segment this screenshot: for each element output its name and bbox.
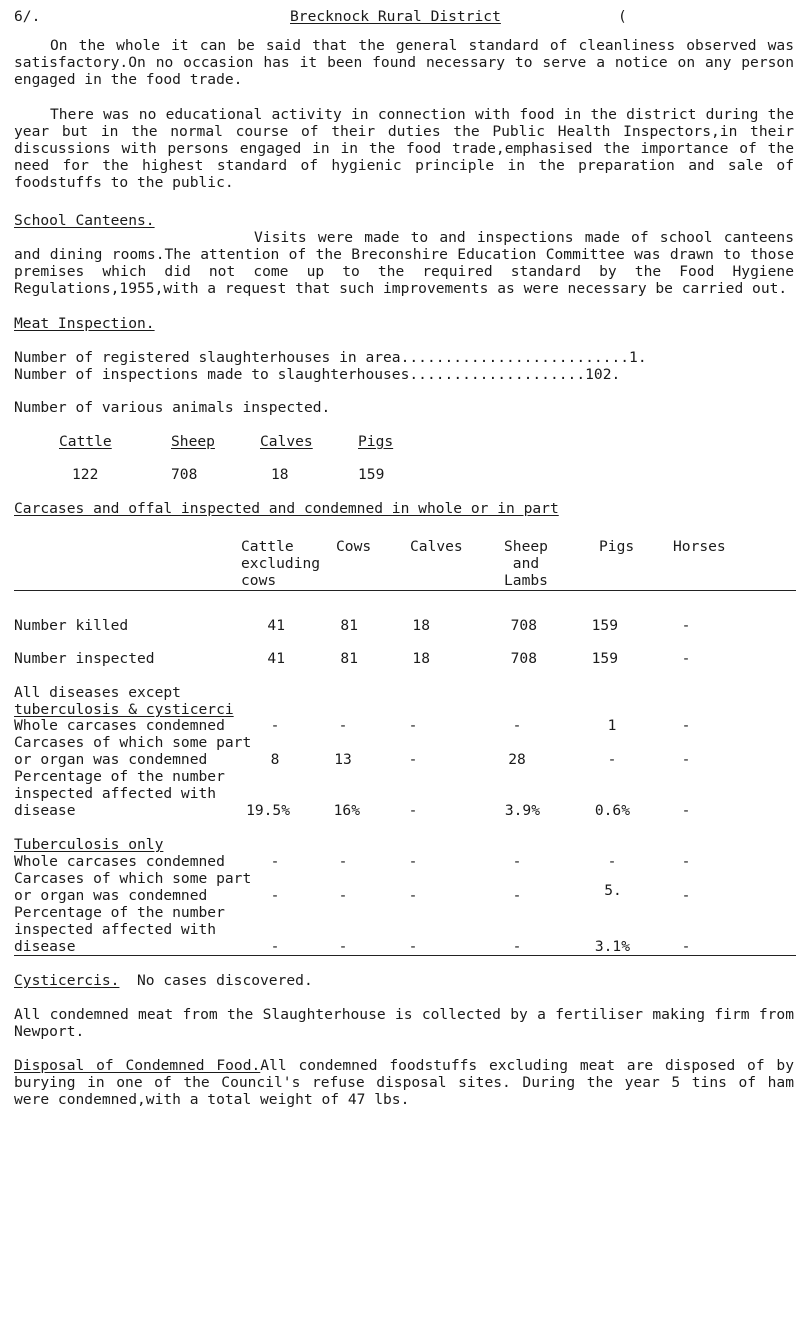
cell: 81 <box>340 617 358 634</box>
col-header-pigs: Pigs <box>599 538 635 555</box>
cell: 41 <box>267 650 285 667</box>
animals-inspected-label: Number of various animals inspected. <box>14 399 331 416</box>
cell: - <box>512 717 522 734</box>
cell: 8 <box>270 751 280 768</box>
cell: 159 <box>591 650 618 667</box>
cysticercis-text: No cases discovered. <box>137 972 313 989</box>
cell: - <box>338 853 348 870</box>
cell: 16% <box>333 802 360 819</box>
cell: - <box>338 938 348 955</box>
row-label-part-condemned: Carcases of which some part or organ was condemned <box>14 734 252 768</box>
table-header-rule <box>14 590 796 591</box>
intro-paragraph-2: There was no educational activity in connection with food in the district during the year but in the normal course of their duties the Public Health Inspectors,in their discussions with persons engaged in in the food trade,emphasised the importance of the need for the highest standard of hygienic principle in the preparation and sale of foodstuffs to the public. <box>14 106 794 191</box>
cell: - <box>681 802 691 819</box>
cell: - <box>270 853 280 870</box>
slaughterhouses-value: 1. <box>629 349 647 366</box>
col-header-horses: Horses <box>673 538 726 555</box>
cell: - <box>408 887 418 904</box>
school-canteens-text: Visits were made to and inspections made of school canteens and dining rooms.The attention of the Breconshire Education Committee was drawn to those premises which did not come up to the required standard by the Food Hygiene Regulations,1955,with a request that such improvements as were necessary be carried out. <box>14 229 794 297</box>
slaughterhouses-count-line <box>14 349 647 366</box>
disposal-heading: Disposal of Condemned Food. <box>14 1057 261 1074</box>
row-label-killed: Number killed <box>14 617 129 634</box>
cell: 0.6% <box>594 802 630 819</box>
cell: - <box>408 717 418 734</box>
cell: - <box>681 751 691 768</box>
animal-name-sheep: Sheep <box>171 433 215 450</box>
cell: 1 <box>607 717 617 734</box>
cell: - <box>681 887 691 904</box>
animal-name-pigs: Pigs <box>358 433 394 450</box>
page-title: Brecknock Rural District <box>290 8 501 25</box>
school-canteens-heading: School Canteens. <box>14 212 155 229</box>
disposal-paragraph <box>14 1057 794 1108</box>
cell: 708 <box>510 617 537 634</box>
fertiliser-paragraph: All condemned meat from the Slaughterhouse is collected by a fertiliser making firm from Newport. <box>14 1006 794 1040</box>
margin-mark: ( <box>618 8 627 25</box>
row-label-whole-condemned-tb: Whole carcases condemned <box>14 853 225 870</box>
cell: 18 <box>412 617 430 634</box>
cell: 41 <box>267 617 285 634</box>
disposal-text: All condemned foodstuffs excluding meat are disposed of by burying in one of the Council's refuse disposal sites. During the year 5 tins of ham were condemned,with a total weight of 47 lbs. <box>14 1057 794 1108</box>
col-header-cows: Cows <box>336 538 372 555</box>
cell: - <box>607 751 617 768</box>
cell: 13 <box>334 751 352 768</box>
cell: - <box>681 617 691 634</box>
cell: - <box>408 751 418 768</box>
row-label-whole-condemned: Whole carcases condemned <box>14 717 225 734</box>
section-tuberculosis: Tuberculosis only <box>14 836 164 853</box>
animal-count-sheep: 708 <box>171 466 198 483</box>
row-label-part-condemned-tb: Carcases of which some part or organ was condemned <box>14 870 252 904</box>
meat-inspection-heading: Meat Inspection. <box>14 315 155 332</box>
col-header-sheep: Sheep and Lambs <box>504 538 548 589</box>
row-label-percentage-tb: Percentage of the number inspected affected with disease <box>14 904 225 955</box>
cell: - <box>270 887 280 904</box>
cell: - <box>681 938 691 955</box>
cysticercis-heading: Cysticercis. <box>14 972 120 989</box>
page-number: 6/. <box>14 8 41 25</box>
cysticercis-line <box>14 972 313 989</box>
cell: - <box>681 650 691 667</box>
cell: - <box>607 853 617 870</box>
table-bottom-rule <box>14 955 796 956</box>
cell: - <box>681 717 691 734</box>
cell: - <box>270 938 280 955</box>
inspections-count-line <box>14 366 620 383</box>
cell: - <box>512 938 522 955</box>
col-header-cattle: Cattle excluding cows <box>241 538 321 589</box>
cell: - <box>338 887 348 904</box>
cell: - <box>512 853 522 870</box>
animal-name-calves: Calves <box>260 433 313 450</box>
animal-name-cattle: Cattle <box>59 433 112 450</box>
section-all-diseases: All diseases except tuberculosis & cysticerci <box>14 684 234 718</box>
cell: 5. <box>604 882 622 899</box>
cell: 19.5% <box>246 802 290 819</box>
slaughterhouses-label: Number of registered slaughterhouses in area <box>14 349 401 366</box>
row-label-inspected: Number inspected <box>14 650 155 667</box>
row-label-percentage: Percentage of the number inspected affected with disease <box>14 768 225 819</box>
cell: 3.9% <box>504 802 540 819</box>
cell: 708 <box>510 650 537 667</box>
cell: - <box>408 938 418 955</box>
carcases-table-heading: Carcases and offal inspected and condemned in whole or in part <box>14 500 559 517</box>
cell: - <box>408 802 418 819</box>
inspections-value: 102. <box>585 366 621 383</box>
cell: 18 <box>412 650 430 667</box>
cell: 28 <box>508 751 526 768</box>
inspections-label: Number of inspections made to slaughterhouses <box>14 366 410 383</box>
cell: 159 <box>591 617 618 634</box>
animal-count-cattle: 122 <box>72 466 99 483</box>
cell: - <box>338 717 348 734</box>
cell: - <box>270 717 280 734</box>
animal-count-calves: 18 <box>271 466 289 483</box>
cell: 81 <box>340 650 358 667</box>
animal-count-pigs: 159 <box>358 466 385 483</box>
col-header-calves: Calves <box>410 538 463 555</box>
cell: - <box>408 853 418 870</box>
intro-paragraph-1: On the whole it can be said that the general standard of cleanliness observed was satisfactory.On no occasion has it been found necessary to serve a notice on any person engaged in the food trade. <box>14 37 794 88</box>
cell: 3.1% <box>594 938 630 955</box>
cell: - <box>681 853 691 870</box>
leader-dots: .......................... <box>400 349 630 366</box>
cell: - <box>512 887 522 904</box>
leader-dots: .................... <box>409 366 586 383</box>
